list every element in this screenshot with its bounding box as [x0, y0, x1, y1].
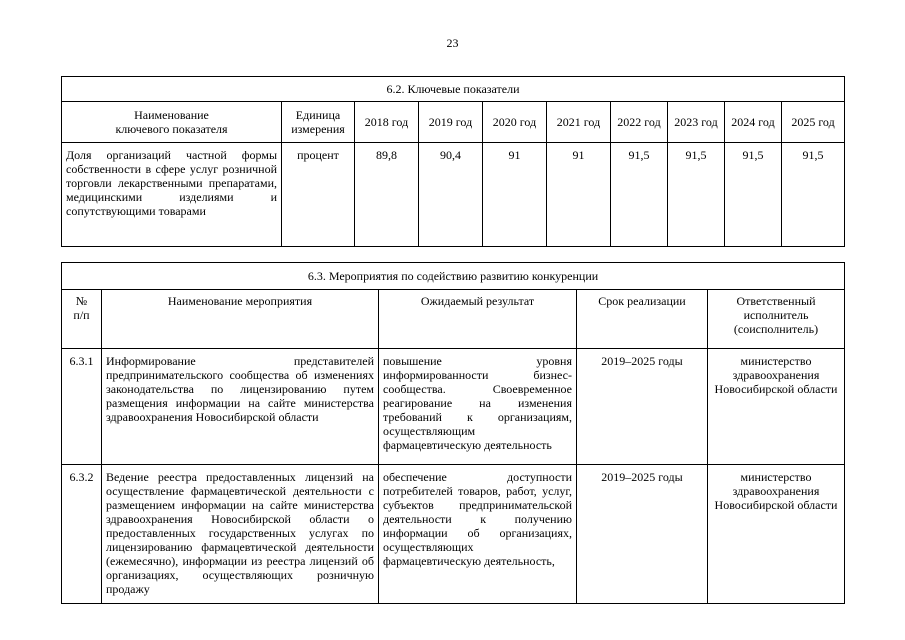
header-year: 2019 год	[419, 102, 483, 143]
table-row	[62, 143, 845, 247]
header-year: 2024 год	[725, 102, 782, 143]
header-executor: Ответственный исполнитель (соисполнитель)	[708, 290, 845, 349]
competition-measures-table	[61, 262, 845, 604]
header-year: 2018 год	[355, 102, 419, 143]
section-63-title: 6.3. Мероприятия по содействию развитию конкуренции	[62, 263, 845, 290]
table-header-row	[62, 290, 845, 349]
row-number: 6.3.2	[62, 465, 102, 604]
implementation-term: 2019–2025 годы	[577, 465, 708, 604]
indicator-value: 90,4	[419, 143, 483, 247]
header-year: 2022 год	[611, 102, 668, 143]
implementation-term: 2019–2025 годы	[577, 349, 708, 465]
indicator-value: 91,5	[725, 143, 782, 247]
measure-name: Информирование представителей предпринимательского сообщества об изменениях законодательства по лицензированию путем размещения информации на сайте министерства здравоохранения Новосибирской области	[102, 349, 379, 465]
key-indicators-table	[61, 76, 845, 247]
section-62-title: 6.2. Ключевые показатели	[62, 77, 845, 102]
indicator-name: Доля организаций частной формы собственности в сфере услуг розничной торговли лекарственными препаратами, медицинскими изделиями и сопутствующими товарами	[62, 143, 282, 247]
responsible-executor: министерство здравоохранения Новосибирской области	[708, 349, 845, 465]
header-number: № п/п	[62, 290, 102, 349]
indicator-value: 91	[483, 143, 547, 247]
expected-result: повышение уровня информированности бизнес-сообщества. Своевременное реагирование на изменения требований к организациям, осуществляющим фармацевтическую деятельность	[379, 349, 577, 465]
header-year: 2020 год	[483, 102, 547, 143]
table-row	[62, 465, 845, 604]
header-year: 2021 год	[547, 102, 611, 143]
indicator-value: 91,5	[782, 143, 845, 247]
row-number: 6.3.1	[62, 349, 102, 465]
indicator-value: 91	[547, 143, 611, 247]
indicator-value: 89,8	[355, 143, 419, 247]
responsible-executor: министерство здравоохранения Новосибирской области	[708, 465, 845, 604]
table-row	[62, 349, 845, 465]
indicator-value: 91,5	[668, 143, 725, 247]
table-header-row	[62, 102, 845, 143]
header-indicator-name: Наименование ключевого показателя	[62, 102, 282, 143]
header-unit: Единица измерения	[282, 102, 355, 143]
header-year: 2023 год	[668, 102, 725, 143]
page-number: 23	[446, 36, 459, 50]
measure-name: Ведение реестра предоставленных лицензий на осуществление фармацевтической деятельности с размещением информации на сайте министерства здравоохранения Новосибирской области о предоставленных государственных услугах по лицензированию фармацевтической деятельности (ежемесячно), информации из реестра лицензий об организациях, осуществляющих розничную продажу	[102, 465, 379, 604]
header-term: Срок реализации	[577, 290, 708, 349]
indicator-value: 91,5	[611, 143, 668, 247]
header-expected-result: Ожидаемый результат	[379, 290, 577, 349]
indicator-unit: процент	[282, 143, 355, 247]
header-measure-name: Наименование мероприятия	[102, 290, 379, 349]
expected-result: обеспечение доступности потребителей товаров, работ, услуг, субъектов предпринимательской деятельности к получению информации об организациях, осуществляющих фармацевтическую деятельность,	[379, 465, 577, 604]
header-year: 2025 год	[782, 102, 845, 143]
